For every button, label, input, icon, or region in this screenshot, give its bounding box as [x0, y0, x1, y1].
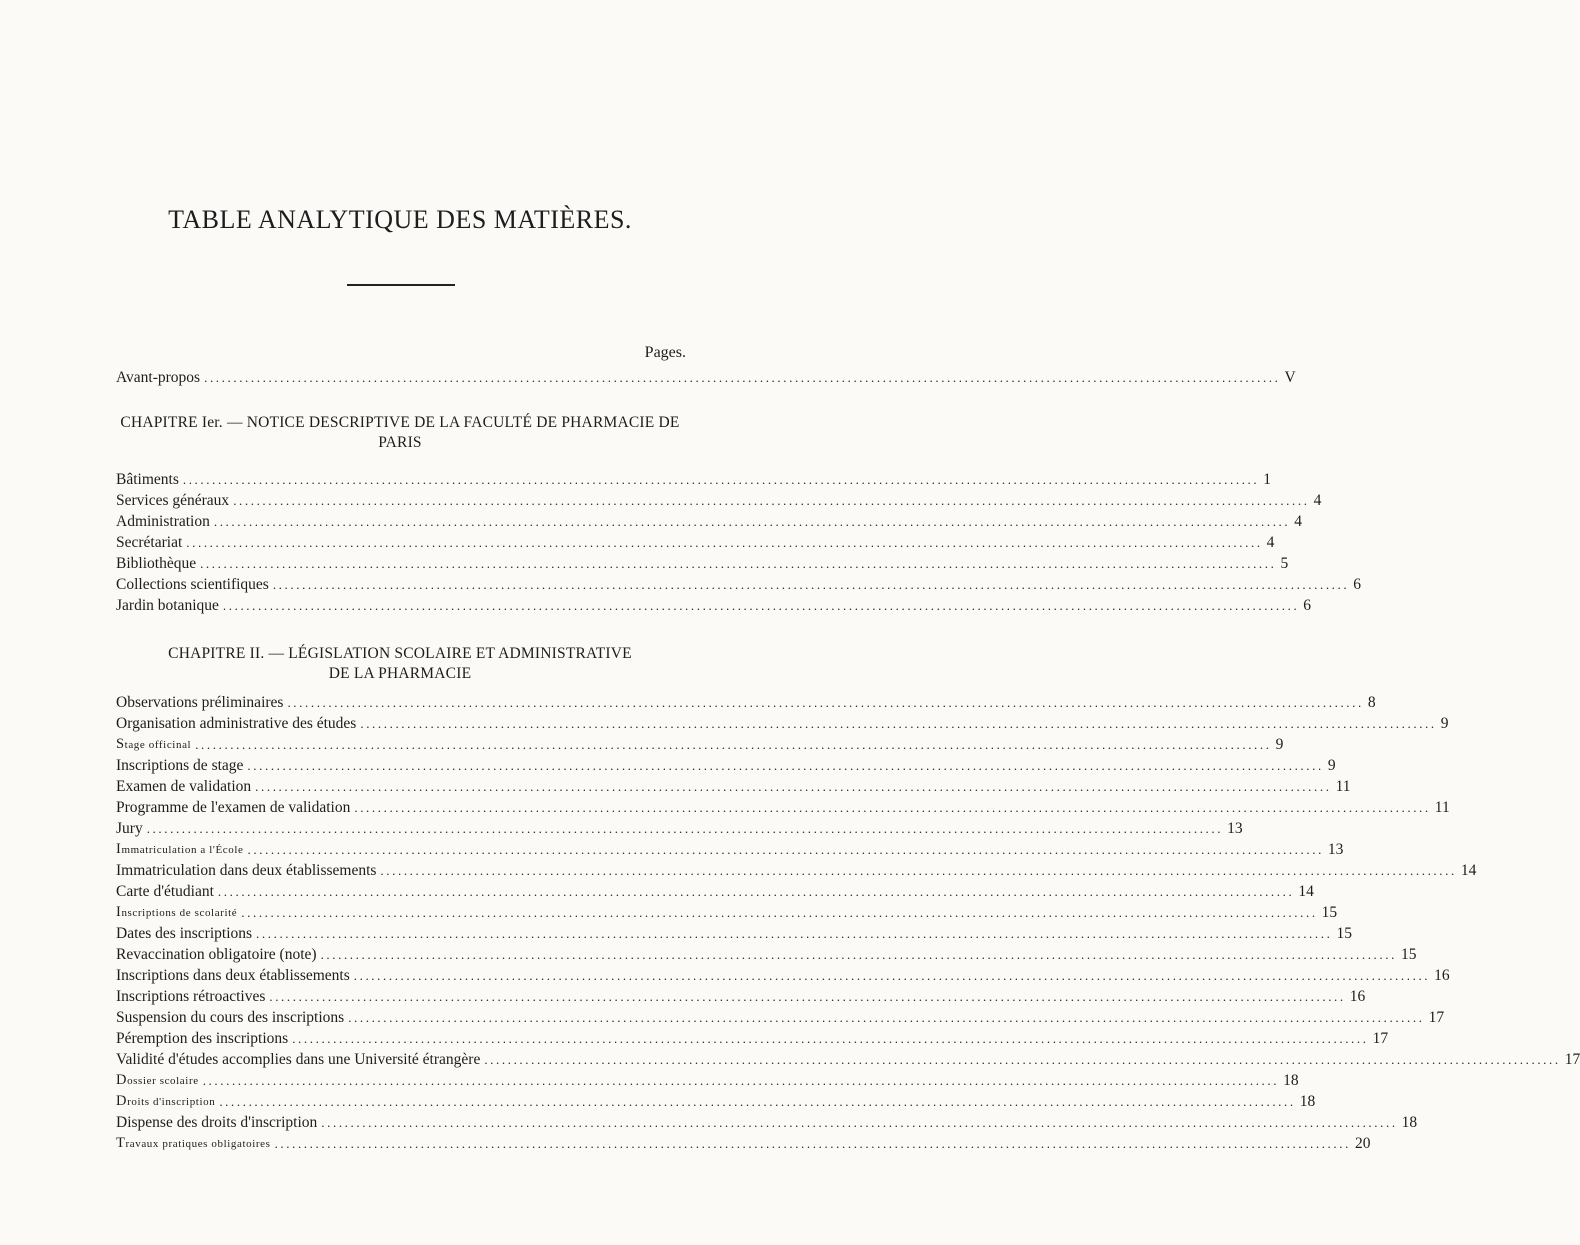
dot-leader: ........................................................................................................................................................................................ — [195, 737, 1272, 752]
toc-entry-label: Services généraux — [116, 492, 230, 509]
dot-leader: ........................................................................................................................................................................................ — [200, 556, 1277, 571]
dot-leader: ........................................................................................................................................................................................ — [146, 821, 1224, 836]
dot-leader: ........................................................................................................................................................................................ — [186, 535, 1263, 550]
toc-entry — [116, 966, 1450, 986]
dot-leader: ........................................................................................................................................................................................ — [274, 1136, 1351, 1151]
toc-entry-label: Stage officinal — [116, 736, 192, 752]
toc-entry-label: Inscriptions dans deux établissements — [116, 967, 350, 984]
toc-entry-page: 1 — [1263, 471, 1272, 488]
dot-leader: ........................................................................................................................................................................................ — [380, 863, 1457, 878]
chapter-1-heading-line2: PARIS — [378, 434, 422, 451]
dot-leader: ........................................................................................................................................................................................ — [247, 842, 1324, 857]
toc-entry-page: 9 — [1275, 736, 1284, 753]
toc-entry — [116, 735, 1284, 755]
toc-entry-label: Immatriculation a l'École — [116, 841, 244, 857]
toc-entry-label: Secrétariat — [116, 534, 183, 551]
toc-entry — [116, 798, 1450, 818]
dot-leader: ........................................................................................................................................................................................ — [247, 758, 1324, 773]
chapter-2-heading — [110, 644, 690, 684]
toc-entry — [116, 1113, 1418, 1133]
toc-entry-page: 9 — [1440, 715, 1449, 732]
toc-entry-label: Observations préliminaires — [116, 694, 284, 711]
dot-leader: ........................................................................................................................................................................................ — [182, 472, 1260, 487]
toc-entry-label: Inscriptions de scolarité — [116, 904, 238, 920]
dot-leader: ........................................................................................................................................................................................ — [213, 514, 1291, 529]
toc-entry-label: Avant-propos — [116, 369, 201, 386]
dot-leader: ........................................................................................................................................................................................ — [269, 989, 1346, 1004]
toc-entry-page: 18 — [1401, 1114, 1418, 1131]
toc-entry-label: Immatriculation dans deux établissements — [116, 862, 377, 879]
toc-entry — [116, 945, 1417, 965]
toc-entry-page: 16 — [1349, 988, 1366, 1005]
toc-entry-label: Dispense des droits d'inscription — [116, 1114, 318, 1131]
toc-entry-label: Bibliothèque — [116, 555, 197, 572]
toc-entry — [116, 575, 1361, 595]
dot-leader: ........................................................................................................................................................................................ — [233, 493, 1310, 508]
toc-entry-label: Revaccination obligatoire (note) — [116, 946, 317, 963]
toc-entry — [116, 840, 1344, 860]
toc-entry-label: Carte d'étudiant — [116, 883, 214, 900]
toc-entry — [116, 819, 1243, 839]
toc-entry-label: Bâtiments — [116, 471, 179, 488]
toc-entry — [116, 693, 1376, 713]
toc-entry-label: Programme de l'examen de validation — [116, 799, 351, 816]
toc-entry-page: 15 — [1336, 925, 1352, 942]
chapter-2-heading-line2: DE LA PHARMACIE — [328, 665, 472, 682]
page-title: TABLE ANALYTIQUE DES MATIÈRES. — [168, 205, 632, 234]
toc-entry-page: 17 — [1372, 1030, 1389, 1047]
toc-entry — [116, 1071, 1299, 1091]
toc-entry — [116, 1050, 1580, 1070]
toc-entry-label: Organisation administrative des études — [116, 715, 357, 732]
toc-entry — [116, 533, 1275, 553]
toc-entry — [116, 1008, 1445, 1028]
dot-leader: ........................................................................................................................................................................................ — [204, 370, 1281, 385]
toc-entry-page: 5 — [1280, 555, 1289, 572]
dot-leader: ........................................................................................................................................................................................ — [292, 1031, 1369, 1046]
dot-leader: ........................................................................................................................................................................................ — [287, 695, 1364, 710]
toc-entry — [116, 861, 1477, 881]
toc-entry-page: 18 — [1283, 1072, 1299, 1089]
dot-leader: ........................................................................................................................................................................................ — [222, 598, 1300, 613]
toc-entry-page: 16 — [1434, 967, 1450, 984]
toc-entry — [116, 1029, 1389, 1049]
toc-entry-avant-propos — [116, 368, 1296, 388]
toc-entry-label: Droits d'inscription — [116, 1093, 216, 1109]
toc-entry-label: Administration — [116, 513, 210, 530]
toc-entry-page: 4 — [1294, 513, 1303, 530]
toc-entry — [116, 756, 1336, 776]
toc-entry-label: Péremption des inscriptions — [116, 1030, 289, 1047]
toc-entry — [116, 924, 1352, 944]
dot-leader: ........................................................................................................................................................................................ — [217, 884, 1295, 899]
toc-entry-label: Inscriptions rétroactives — [116, 988, 266, 1005]
toc-entry-page: 9 — [1327, 757, 1336, 774]
toc-entry — [116, 491, 1322, 511]
toc-entry-page: 17 — [1564, 1051, 1580, 1068]
toc-entry-page: 14 — [1460, 862, 1477, 879]
dot-leader: ........................................................................................................................................................................................ — [353, 968, 1431, 983]
toc-entry-page: 6 — [1303, 597, 1312, 614]
toc-entry-label: Travaux pratiques obligatoires — [116, 1135, 271, 1151]
toc-entry-label: Inscriptions de stage — [116, 757, 244, 774]
dot-leader: ........................................................................................................................................................................................ — [255, 779, 1332, 794]
toc-entry — [116, 596, 1312, 616]
toc-entry-label: Suspension du cours des inscriptions — [116, 1009, 345, 1026]
toc-entry — [116, 987, 1366, 1007]
toc-entry — [116, 554, 1289, 574]
toc-entry-label: Dossier scolaire — [116, 1072, 199, 1088]
chapter-2-heading-line1: CHAPITRE II. — LÉGISLATION SCOLAIRE ET ADMINISTRATIVE — [168, 645, 632, 662]
toc-entry-label: Jardin botanique — [116, 597, 219, 614]
toc-entry-page: 11 — [1434, 799, 1450, 816]
toc-entry-page: 17 — [1428, 1009, 1445, 1026]
toc-entry — [116, 903, 1338, 923]
toc-entry-label: Validité d'études accomplies dans une Université étrangère — [116, 1051, 481, 1068]
toc-entry-label: Dates des inscriptions — [116, 925, 253, 942]
dot-leader: ........................................................................................................................................................................................ — [320, 947, 1397, 962]
dot-leader: ........................................................................................................................................................................................ — [348, 1010, 1425, 1025]
toc-entry-page: 18 — [1299, 1093, 1316, 1110]
toc-entry — [116, 714, 1449, 734]
toc-entry-page: 13 — [1327, 841, 1344, 858]
toc-entry-page: 4 — [1266, 534, 1275, 551]
dot-leader: ........................................................................................................................................................................................ — [241, 905, 1318, 920]
toc-entry — [116, 1134, 1371, 1154]
dot-leader: ........................................................................................................................................................................................ — [202, 1073, 1280, 1088]
dot-leader: ........................................................................................................................................................................................ — [321, 1115, 1398, 1130]
dot-leader: ........................................................................................................................................................................................ — [484, 1052, 1561, 1067]
chapter-1-heading — [110, 413, 690, 453]
toc-entry-page: 4 — [1313, 492, 1322, 509]
chapter-1-heading-line1: CHAPITRE Ier. — NOTICE DESCRIPTIVE DE LA FACULTÉ DE PHARMACIE DE — [120, 414, 680, 431]
dot-leader: ........................................................................................................................................................................................ — [354, 800, 1431, 815]
dot-leader: ........................................................................................................................................................................................ — [219, 1094, 1296, 1109]
dot-leader: ........................................................................................................................................................................................ — [360, 716, 1437, 731]
toc-entry-page: 13 — [1227, 820, 1243, 837]
toc-entry — [116, 470, 1272, 490]
toc-entry — [116, 882, 1314, 902]
toc-entry — [116, 777, 1351, 797]
toc-entry — [116, 1092, 1316, 1112]
toc-entry-page: 20 — [1354, 1135, 1371, 1152]
toc-entry-page: 6 — [1353, 576, 1361, 593]
toc-entry-page: 14 — [1298, 883, 1314, 900]
toc-entry-label: Collections scientifiques — [116, 576, 269, 593]
toc-entry-page: 11 — [1335, 778, 1351, 795]
toc-entry-label: Examen de validation — [116, 778, 252, 795]
pages-column-label: Pages. — [644, 344, 686, 361]
toc-entry-page: 15 — [1400, 946, 1417, 963]
title-rule — [347, 284, 455, 286]
toc-entry — [116, 512, 1303, 532]
toc-entry-page: V — [1284, 369, 1296, 386]
dot-leader: ........................................................................................................................................................................................ — [256, 926, 1333, 941]
toc-entry-page: 8 — [1367, 694, 1376, 711]
toc-entry-label: Jury — [116, 820, 143, 837]
toc-entry-page: 15 — [1321, 904, 1338, 921]
dot-leader: ........................................................................................................................................................................................ — [272, 577, 1350, 592]
